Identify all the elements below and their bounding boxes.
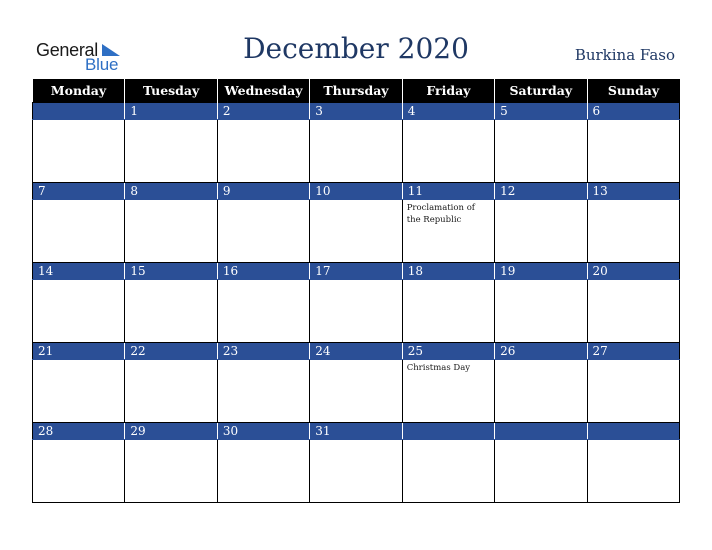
week-3-events — [33, 280, 680, 343]
day-number: 4 — [402, 103, 494, 120]
day-number: 23 — [217, 343, 309, 360]
day-number: 27 — [587, 343, 679, 360]
day-number: 20 — [587, 263, 679, 280]
day-number: 28 — [33, 423, 125, 440]
logo-blue-text: Blue — [85, 55, 119, 74]
day-events — [402, 280, 494, 343]
week-5-dates — [33, 423, 680, 440]
day-events — [33, 440, 125, 503]
day-number: 3 — [310, 103, 402, 120]
day-number — [587, 423, 679, 440]
day-events — [495, 120, 587, 183]
week-2-dates — [33, 183, 680, 200]
holiday-label: Proclamation of the Republic — [402, 200, 494, 263]
day-events — [125, 360, 217, 423]
day-events — [402, 440, 494, 503]
day-number: 7 — [33, 183, 125, 200]
day-events — [310, 440, 402, 503]
day-events — [125, 440, 217, 503]
day-number: 6 — [587, 103, 679, 120]
day-events — [310, 280, 402, 343]
weekday-header: Monday — [33, 79, 125, 103]
week-5-events — [33, 440, 680, 503]
day-events — [310, 120, 402, 183]
weekday-header: Friday — [402, 79, 494, 103]
day-events — [33, 280, 125, 343]
day-events — [587, 360, 679, 423]
day-number: 29 — [125, 423, 217, 440]
day-number: 19 — [495, 263, 587, 280]
day-events — [33, 200, 125, 263]
day-events — [587, 440, 679, 503]
calendar-grid — [32, 79, 680, 503]
day-events — [125, 120, 217, 183]
day-number: 21 — [33, 343, 125, 360]
day-events — [217, 360, 309, 423]
week-1-events — [33, 120, 680, 183]
week-4-dates — [33, 343, 680, 360]
day-number: 26 — [495, 343, 587, 360]
day-events — [125, 200, 217, 263]
day-events — [587, 200, 679, 263]
day-events — [33, 120, 125, 183]
day-number: 10 — [310, 183, 402, 200]
week-3-dates — [33, 263, 680, 280]
day-events — [217, 120, 309, 183]
day-number: 5 — [495, 103, 587, 120]
country-label: Burkina Faso — [574, 46, 675, 64]
day-number: 30 — [217, 423, 309, 440]
day-events — [587, 120, 679, 183]
day-events — [495, 200, 587, 263]
day-events — [217, 200, 309, 263]
day-number: 16 — [217, 263, 309, 280]
day-events — [495, 360, 587, 423]
day-events — [495, 280, 587, 343]
weekday-header: Wednesday — [217, 79, 309, 103]
day-events — [125, 280, 217, 343]
day-number: 24 — [310, 343, 402, 360]
day-number: 1 — [125, 103, 217, 120]
day-number: 31 — [310, 423, 402, 440]
day-number: 15 — [125, 263, 217, 280]
logo-general-text: General — [36, 40, 98, 60]
day-number: 17 — [310, 263, 402, 280]
day-number — [402, 423, 494, 440]
week-2-events — [33, 200, 680, 263]
day-number: 12 — [495, 183, 587, 200]
day-number: 11 — [402, 183, 494, 200]
day-events — [495, 440, 587, 503]
week-4-events — [33, 360, 680, 423]
weekday-header: Thursday — [310, 79, 402, 103]
weekday-header: Tuesday — [125, 79, 217, 103]
weekday-header: Saturday — [495, 79, 587, 103]
weekday-header: Sunday — [587, 79, 679, 103]
weekday-header-row — [33, 79, 680, 103]
day-number: 22 — [125, 343, 217, 360]
day-number: 18 — [402, 263, 494, 280]
day-number: 9 — [217, 183, 309, 200]
day-number — [33, 103, 125, 120]
week-1-dates — [33, 103, 680, 120]
day-events — [310, 360, 402, 423]
day-events — [310, 200, 402, 263]
day-number — [495, 423, 587, 440]
day-events — [402, 120, 494, 183]
calendar-title: December 2020 — [243, 32, 469, 65]
day-number: 14 — [33, 263, 125, 280]
day-events — [33, 360, 125, 423]
day-number: 2 — [217, 103, 309, 120]
day-events — [217, 280, 309, 343]
day-number: 13 — [587, 183, 679, 200]
day-number: 8 — [125, 183, 217, 200]
day-number: 25 — [402, 343, 494, 360]
day-events — [587, 280, 679, 343]
day-events — [217, 440, 309, 503]
holiday-label: Christmas Day — [402, 360, 494, 423]
